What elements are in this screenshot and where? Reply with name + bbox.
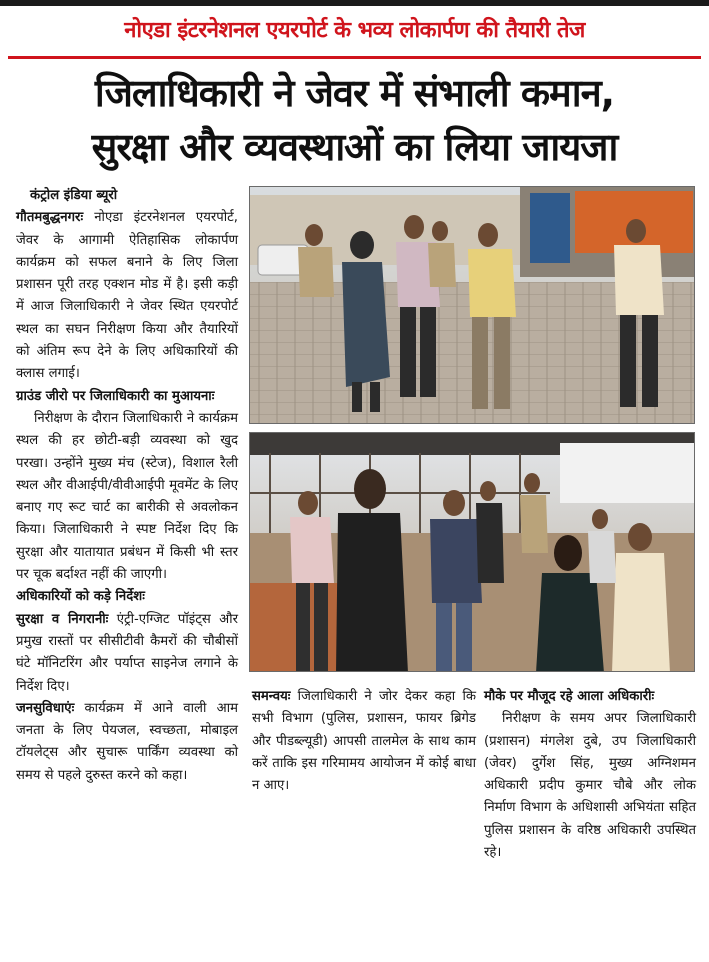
photo-officials-walking [249,186,695,424]
coordination-lead: समन्वयः [252,689,291,704]
facilities-lead: जनसुविधाएंः [16,700,75,716]
dateline: गौतमबुद्धनगरः [16,210,84,226]
coordination-text: जिलाधिकारी ने जोर देकर कहा कि सभी विभाग (पुलिस, प्रशासन, फायर ब्रिगेड और पीडब्ल्यूडी) आपसी तालमेल के साथ काम करें ताकि इस गरिमामय आयोजन में कोई बाधा न आए। [252,689,476,794]
security-text: एंट्री-एग्जिट पॉइंट्स और प्रमुख रास्तों पर सीसीटीवी कैमरों की चौबीसों घंटे मॉनिटरिंग और पर्याप्त साइनेज लगाने के निर्देश दिए। [16,611,238,694]
byline: कंट्रोल इंडिया ब्यूरो [30,188,118,203]
intro-text: नोएडा इंटरनेशनल एयरपोर्ट, जेवर के आगामी ऐतिहासिक लोकार्पण कार्यक्रम को सफल बनाने के लिए जिला प्रशासन पूरी तरह एक्शन मोड में है। इसी कड़ी में आज जिलाधिकारी ने जेवर स्थित एयरपोर्ट स्थल का सघन निरीक्षण किया और तैयारियों को अंतिम रूप देने के लिए अधिकारियों की क्लास लगाई। [16,210,238,382]
article-column-1 [16,185,238,787]
subheading-officials: मौके पर मौजूद रहे आला अधिकारीः [484,689,655,704]
headline-line-1: जिलाधिकारी ने जेवर में संभाली कमान, [94,71,615,115]
coordination-paragraph [252,686,476,797]
article-column-3 [484,686,696,864]
article-column-2 [252,686,476,797]
kicker-underline [8,56,701,59]
kicker-headline: नोएडा इंटरनेशनल एयरपोर्ट के भव्य लोकार्पण की तैयारी तेज [124,18,585,43]
headline-line-2: सुरक्षा और व्यवस्थाओं का लिया जायजा [91,125,618,169]
facilities-paragraph-start [16,698,238,787]
subheading-ground-zero: ग्राउंड जीरो पर जिलाधिकारी का मुआयनाः [16,388,215,404]
security-lead: सुरक्षा व निगरानीः [16,611,109,627]
security-paragraph [16,609,238,698]
officials-text: निरीक्षण के समय अपर जिलाधिकारी (प्रशासन) मंगलेश दुबे, उप जिलाधिकारी (जेवर) दुर्गेश सिंह, मुख्य अग्निशमन अधिकारी प्रदीप कुमार चौबे और लोक निर्माण विभाग के अधिशासी अभियंता सहित पुलिस प्रशासन के वरिष्ठ अधिकारी उपस्थित रहे। [484,711,696,861]
facilities-text: कार्यक्रम में आने वाली आम जनता के लिए पेयजल, स्वच्छता, मोबाइल टॉयलेट्स और सुचारू पार्किंग व्यवस्था को समय से पहले दुरुस्त करने को कहा। [16,700,238,783]
ground-zero-text: निरीक्षण के दौरान जिलाधिकारी ने कार्यक्रम स्थल की हर छोटी-बड़ी व्यवस्था को खुद परखा। उन्होंने मुख्य मंच (स्टेज), विशाल रैली स्थल और वीआईपी/वीवीआईपी मूवमेंट के लिए बनाए गए रूट चार्ट का बारीकी से अवलोकन किया। जिलाधिकारी ने स्पष्ट निर्देश दिए कि सुरक्षा और यातायात प्रबंधन में किसी भी स्तर पर चूक बर्दाश्त नहीं की जाएगी। [16,410,238,583]
intro-paragraph [16,207,238,385]
top-rule [0,0,709,6]
subheading-directives: अधिकारियों को कड़े निर्देशः [16,589,145,605]
photo-inspection-canopy [249,432,695,672]
